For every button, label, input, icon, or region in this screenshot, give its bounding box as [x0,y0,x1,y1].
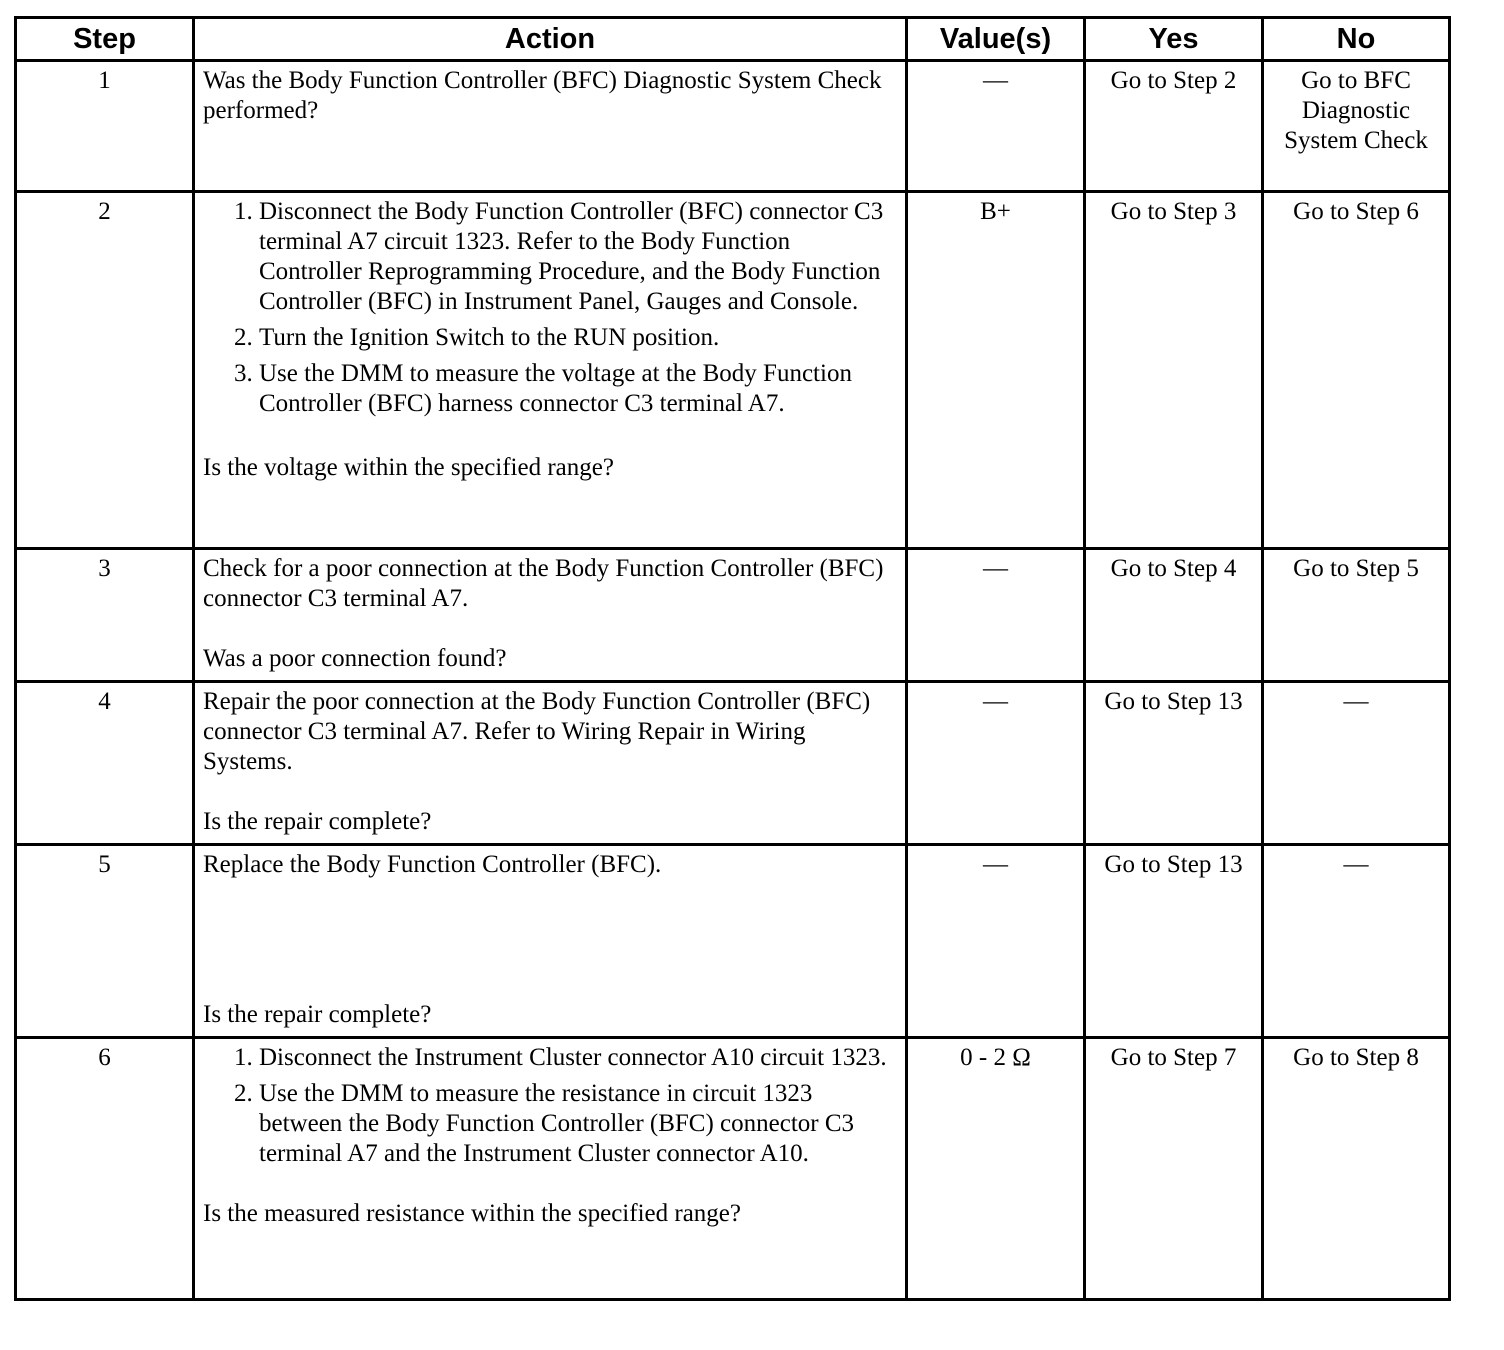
value-cell: — [907,845,1085,1038]
table-row [16,61,1450,192]
step-number: 5 [16,845,194,1038]
diagnostic-table-container [14,16,1448,1301]
step-number: 3 [16,549,194,682]
header-action: Action [194,18,907,61]
yes-cell: Go to Step 2 [1085,61,1263,192]
action-cell [194,549,907,682]
yes-cell: Go to Step 4 [1085,549,1263,682]
header-step: Step [16,18,194,61]
yes-cell: Go to Step 13 [1085,682,1263,845]
yes-cell: Go to Step 13 [1085,845,1263,1038]
action-question: Is the voltage within the specified range? [203,454,614,481]
no-cell: Go to Step 5 [1263,549,1450,682]
table-row [16,192,1450,549]
action-cell [194,845,907,1038]
action-text: Was the Body Function Controller (BFC) Diagnostic System Check performed? [203,67,882,124]
value-cell: B+ [907,192,1085,549]
no-cell: Go to Step 6 [1263,192,1450,549]
action-question: Is the repair complete? [203,1001,432,1028]
action-cell [194,682,907,845]
action-question: Is the measured resistance within the specified range? [203,1200,741,1227]
table-row [16,682,1450,845]
substep-item: 1. Disconnect the Body Function Controller (BFC) connector C3 terminal A7 circuit 1323. Refer to the Body Function Controller Reprogramming Procedure, and the Body Function Controller (BFC) in Instrument Panel, Gauges and Console. [259,197,897,317]
step-number: 1 [16,61,194,192]
substep-list [203,1043,897,1169]
action-cell [194,192,907,549]
table-row [16,845,1450,1038]
substep-item: 3. Use the DMM to measure the voltage at the Body Function Controller (BFC) harness connector C3 terminal A7. [259,359,897,419]
table-row [16,1038,1450,1300]
header-yes: Yes [1085,18,1263,61]
table-row [16,549,1450,682]
no-cell: Go to BFC Diagnostic System Check [1263,61,1450,192]
value-cell: — [907,549,1085,682]
action-text: Repair the poor connection at the Body Function Controller (BFC) connector C3 terminal A7. Refer to Wiring Repair in Wiring Systems. [203,688,871,775]
header-no: No [1263,18,1450,61]
diagnostic-table [14,16,1451,1301]
value-cell: — [907,682,1085,845]
value-cell: — [907,61,1085,192]
action-question: Was a poor connection found? [203,645,507,672]
substep-item: 1. Disconnect the Instrument Cluster connector A10 circuit 1323. [259,1043,897,1073]
action-cell [194,1038,907,1300]
action-cell [194,61,907,192]
header-values: Value(s) [907,18,1085,61]
no-cell: — [1263,682,1450,845]
action-text: Replace the Body Function Controller (BFC). [203,851,662,878]
header-row [16,18,1450,61]
no-cell: — [1263,845,1450,1038]
no-cell: Go to Step 8 [1263,1038,1450,1300]
value-cell: 0 - 2 Ω [907,1038,1085,1300]
step-number: 2 [16,192,194,549]
substep-item: 2. Turn the Ignition Switch to the RUN position. [259,323,897,353]
step-number: 6 [16,1038,194,1300]
yes-cell: Go to Step 3 [1085,192,1263,549]
substep-item: 2. Use the DMM to measure the resistance in circuit 1323 between the Body Function Controller (BFC) connector C3 terminal A7 and the Instrument Cluster connector A10. [259,1079,897,1169]
yes-cell: Go to Step 7 [1085,1038,1263,1300]
action-question: Is the repair complete? [203,808,432,835]
substep-list [203,197,897,419]
step-number: 4 [16,682,194,845]
action-text: Check for a poor connection at the Body Function Controller (BFC) connector C3 terminal A7. [203,555,884,612]
